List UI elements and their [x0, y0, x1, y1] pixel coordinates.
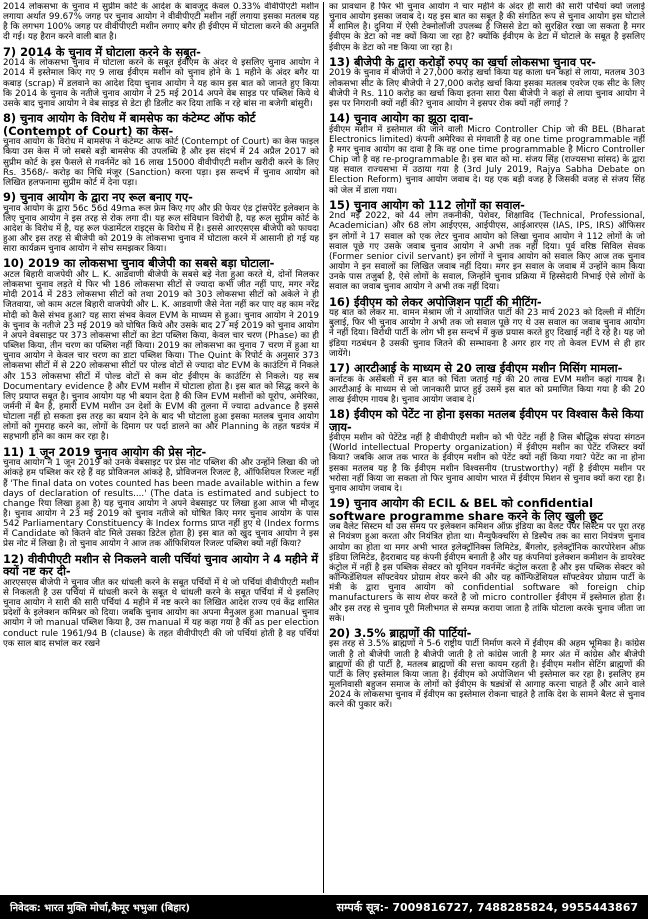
- section-heading: 8) चुनाव आयोग के विरोध में बामसेफ का कंटेम्प्ट ऑफ कोर्ट (Contempt of Court) का केस-: [3, 111, 256, 138]
- column-divider: [323, 2, 324, 893]
- section-heading: 17) आरटीआई के माध्यम से 20 लाख ईवीएम मशीन मिसिंग मामला-: [329, 360, 623, 375]
- body-text: 2014 के लोकसभा चुनाव में घोटाला करने के सबूत ईवीएम के अंदर थे इसलिए चुनाव आयोग ने 2014 में इस्तेमाल किए गए 9 लाख ईवीएम मशीन को चुनाव होने के 1 महीने के अंदर बगैर या कबाड़ (scrap) में डलवाने का आदेश दिया चुनाव आयोग ने यह काम इस बात को जानते हुए किया कि 2014 के चुनाव के नतीजे चुनाव आयोग ने 25 मई 2014 अपने वेब साइड पर पब्लिश किये थे उसके बाद चुनाव आयोग ने वेब साइड से डेटा ही डिलीट कर दिया ताकि न रहे बांस ना बजेगी बांसुरी।: [3, 58, 319, 109]
- footer-bar: [0, 895, 648, 919]
- point-9: [3, 191, 319, 254]
- body-text: ईवीएम मशीन को पेटेंटेड नहीं है वीवीपीएटी मशीन को भी पेटेंट नहीं है जिस बौद्धिक संपदा संगठन (World intellectual Property organization) में ईवीएम मशीन का पेटेंट रजिस्टर क्यों किया? जबकि आज तक भारत के ईवीएम मशीन को पेटेंट क्यों नहीं किया गया? पेटेंट का ना होना इसका मतलब यह है कि ईवीएम मशीन विश्वसनीय (trustworthy) नहीं है ईवीएम मशीन पर भरोसा नहीं किया जा सकता तो फिर चुनाव आयोग भारत में ईवीएम मिशन से चुनाव क्यों करा रहा है। चुनाव आयोग जवाब दे।: [329, 433, 645, 494]
- body-text: का प्रावधान है फिर भी चुनाव आयोग ने चार महीने के अंदर ही सारी की सारी पर्चियां क्यों जलाई चुनाव आयोग इसका जवाब दे। यह इस बात का सबूत है की संगठित रूप से चुनाव आयोग इस घोटाले में शामिल है। दुनिया में ऐसी टेक्नोलॉजी उपलब्ध है जिससे डेटा को सुरक्षित रखा जा सकता है मगर ईवीएम के डेटा को नष्ट क्यों किया जा रहा है? क्योंकि ईवीएम के डेटा में घोटाले के सबूत है इसलिए ईवीएम के डेटा को नष्ट किया जा रहा है।: [329, 2, 645, 53]
- point-13: [329, 56, 645, 109]
- section-heading: 19) चुनाव आयोग की ECIL & BEL को confidential software programme share करने के लिए खुली छूट: [329, 496, 603, 523]
- body-text: ईवीएम मशीन में इस्तेमाल की जाने वाली Micro Controller Chip जो की BEL (Bharat Electronics limited) कंपनी अमेरिका से मंगवाती है वह one time programmable नहीं है मगर चुनाव आयोग का दावा है कि वह one time programmable है Micro Controller Chip जो है वह re-programmable है। इस बात को मा. संजय सिंह (राज्यसभा सांसद) के द्वारा यह सवाल राज्यसभा में उठाया गया है (3rd July 2019, Rajya Sabha Debate on Election Reform) चुनाव आयोग जवाब दे। यह एक बड़ी वजह है जिसकी वजह से संजय सिंह को जेल में डाला गया।: [329, 124, 645, 196]
- point-14: [329, 112, 645, 196]
- section-heading: 15) चुनाव आयोग को 112 लोगों का सवाल-: [329, 197, 525, 212]
- left-column: [3, 2, 319, 893]
- point-15: [329, 199, 645, 293]
- point-12-continuation: [329, 2, 645, 53]
- section-heading: 13) बीजेपी के द्वारा करोड़ों रुपए का खर्चा लोकसभा चुनाव पर-: [329, 54, 596, 69]
- point-8: [3, 112, 319, 188]
- point-12: [3, 553, 319, 649]
- point-10: [3, 257, 319, 442]
- section-heading: 14) चुनाव आयोग का झूठा दावा-: [329, 111, 474, 125]
- body-text: चुनाव आयोग के विरोध में बामसेफ ने कंटेम्प्ट आफ कोर्ट (Contempt of Court) का केस फाइल किया उस केस में जो सबसे बड़ी बामसेफ की उपलब्धि है और इस संदर्भ में 24 अप्रैल 2017 को सुप्रीम कोर्ट के इस फैसले से गवर्नमेंट को 16 लाख 15000 वीवीपीएटी मशीन खरीदी करने के लिए Rs. 3568/- करोड़ का निधि मंजूर (Sanction) करना पड़ा। इस सन्दर्भ में चुनाव आयोग को लिखित हलफनामा सुप्रीम कोर्ट में देना पड़ा।: [3, 137, 319, 188]
- body-text: 2nd मई 2022, को 44 लोग तकनीकी, पेशेवर, शिक्षाविद (Technical, Professional, Academician) और 68 लोग आईएएस, आईपीएस, आईआरएस (IAS, IPS, IRS) ऑफिसर इन लोगों ने 17 सवाल को एक लेटर चुनाव आयोग को लिखा चुनाव आयोग ने 112 लोगों के जो सवाल पूछे गए उसके जवाब चुनाव आयोग ने अभी तक नहीं दिया। पूर्व वरिष्ठ सिविल सेवक (Former senior civil servant) इन लोगों ने चुनाव आयोग को सवाल किए आज तक चुनाव आयोग ने इन सवालों का लिखित जवाब नहीं दिया। मगर इन सवाल के जवाब में उन्होंने काम किया उनके पास तजुर्बा है, ऐसे लोगों के सवाल, जिन्होंने चुनाव प्रक्रिया में हिस्सेदारी निभाई ऐसे लोगों के सवाल का जवाब चुनाव आयोग ने अभी तक नहीं दिया।: [329, 211, 645, 293]
- point-17: [329, 362, 645, 405]
- section-heading: 16) ईवीएम को लेकर अपोजिशन पार्टी की मीटिंग-: [329, 294, 542, 309]
- section-heading: 11) 1 जून 2019 चुनाव आयोग की प्रेस नोट-: [3, 444, 207, 459]
- point-6-continuation: [3, 2, 319, 43]
- section-heading: 9) चुनाव आयोग के द्वारा नए रूल बनाए गए-: [3, 189, 193, 204]
- body-text: अटल बिहारी वाजपेयी और L. K. आडवाणी बीजेपी के सबसे बड़े नेता हुआ करते थे, दोनों मिलकर लोकसभा चुनाव लड़ते थे फिर भी 186 लोकसभा सीटों से ज्यादा कभी जीत नहीं पाए, मगर नरेंद्र मोदी 2014 में 283 लोकसभा सीटों को तथा 2019 को 303 लोकसभा सीटों को अकेले ने ही जितवाया, जो काम अटल बिहारी वाजपेयी और L. K. आडवाणी जैसे नेता नहीं कर पाए वह काम नरेंद्र मोदी को कैसे संभव हुआ? यह सारा संभव केवल EVM के माध्यम से हुआ। चुनाव आयोग ने 2019 के चुनाव के नतीजे 23 मई 2019 को घोषित किये और उसके बाद 27 मई 2019 को चुनाव आयोग ने अपने वेबसाइट पर 373 लोकसभा सीटों का डेटा पब्लिश किया, केवल चार चरण (Phase) का ही पब्लिश किया, तीन चरण का पब्लिश नहीं किया। 2019 का लोकसभा का चुनाव 7 चरण में हुआ था चुनाव आयोग ने केवल चार चरण का डाटा पब्लिश किया। The Quint के रिपोर्ट के अनुसार 373 लोकसभा सीटों में से 220 लोकसभा सीटों पर पोल्ड वोटों से ज्यादा वोट EVM के काउंटिंग में निकले और 153 लोकसभा सीटों में पोल्ड वोटों से कम वोट ईवीएम के काउंटिंग से निकले। यह सब Documentary evidence है और EVM मशीन में घोटाला होता है। इस बात को सिद्ध करने के लिए प्रयाप्त सबूत है। चुनाव आयोग यह भी बयान देता है की जिन EVM मशीनों को यूरोप, अमेरिका, जर्मनी में बैन है, हमारी EVM मशीन उन देशों के EVM की तुलना में ज्यादा advance है इससे घोटाला नहीं हो सकता इस तरह का बयान देने के बाद भी घोटाला हुआ इसका मतलब चुनाव आयोग लोगों को गुमराह करने का, लोगों के दिमाग पर पर्दा डालने का और Planning के तहत षडयंत्र में सहभागी होने का काम कर रहा है।: [3, 269, 319, 443]
- body-text: 2019 के चुनाव में बीजेपी ने 27,000 करोड़ खर्चा किया यह काला धन कहां से लाया, मतलब 303 लोकसभा सीट के लिए बीजेपी ने 27,000 करोड़ खर्चा किया इसका मतलब एवरेज एक सीट के लिए बीजेपी ने Rs. 110 करोड़ का खर्चा किया इतना सारा पैसा बीजेपी ने कहां से लाया चुनाव आयोग ने इस पर निगरानी क्यों नहीं की? चुनाव आयोग ने इसपर रोक क्यों नहीं लगाई ?: [329, 68, 645, 109]
- body-text: यह बात को लेकर मा. वामन मेश्राम जी ने आयोजित पार्टी की 23 मार्च 2023 को दिल्ली में मीटिंग बुलाई, फिर भी चुनाव आयोग ने अभी तक जो सवाल पूछे गए थे उस सवाल का जवाब चुनाव आयोग ने नहीं दिया। विरोधी पार्टी के लोग भी इस सन्दर्भ में कुछ प्रयास करते हुए दिखाई नहीं दे रहे है। यह जो इंडिया गठबंधन है उसकी चुनाव जितने की सम्भावना है अगर हार गए तो केवल EVM से ही हार जायेंगे।: [329, 308, 645, 359]
- point-18: [329, 408, 645, 494]
- body-text: इस तरह से 3.5% ब्राह्मणों ने 5-6 राष्ट्रीय पार्टी निर्माण करने में ईवीएम की अहम भूमिका है। कांग्रेस जाती है तो बीजेपी जाती है बीजेपी जाती है तो कांग्रेस जाती है मगर अंत में कांग्रेस और बीजेपी ब्राह्मणों की ही पार्टी है, मतलब ब्राह्मणों की सत्ता कायम रहती है। ईवीएम मशीन सेटिंग ब्राह्मणों की पार्टी के लिए इस्तेमाल किया जाता है। ईवीएम को अपोजिशन भी इस्तेमाल कर रहा है। इसलिए हम मूलनिवासी बहुजन समाज के लोगों को ईवीएम के षड्यंत्रों से आगाह करना चाहते हैं और आने वाले 2024 के लोकसभा चुनाव में ईवीएम का इस्तेमाल रोकना चाहते है ताकि देश के सामने बैलट से चुनाव करने की पुकार करें।: [329, 639, 645, 711]
- point-16: [329, 296, 645, 359]
- body-text: जब वैलेट सिस्टम था उस समय पर इलेक्शन कमिशन ऑफ़ इंडिया का वैलट पेपर सिस्टम पर पूरा तरह से नियंत्रण हुआ करता और नियंत्रित होता था। मैन्युफैक्चरिंग से डिस्पैच तक का सारा नियंत्रण चुनाव आयोग का होता था मगर अभी भारत इलेक्ट्रॉनिक्स लिमिटेड, बैंगलोर, इलेक्ट्रॉनिक कारपोरेशन ऑफ़ इंडिया लिमिटेड, हैदराबाद यह कंपनी ईवीएम बनाती है और यह कंपनियां इलेक्शन कमीशन के डायरेक्ट कंट्रोल में नहीं है इस पब्लिक सेक्टर को यूनियन गवर्नमेंट कंट्रोल करता है और इस पब्लिक सेक्टर को कॉन्फिडेंशियल सॉफ्टवेयर प्रोग्राम शेयर करने की और यह कॉन्फिडेंशियल सॉफ्टवेयर प्रोग्राम पार्टी के मंत्री के द्वारा चुनाव आयोग को confidential software को foreign chip manufacturers के साथ शेयर करते है जो micro controller ईवीएम में इस्तेमाल होता है। और इस तरह से चुनाव पूरी मिलीभगत से सम्पन्न कराया जाता है तांकि घोटाला करके चुनाव जीता जा सके।: [329, 522, 645, 624]
- point-19: [329, 497, 645, 624]
- right-column: [329, 2, 645, 893]
- point-11: [3, 446, 319, 550]
- footer-contact: सम्पर्क सूत्र:- 7009816727, 7488285824, 9955443867: [336, 900, 638, 914]
- section-heading: 12) वीवीपीएटी मशीन से निकलने वाली पर्चियां चुनाव आयोग ने 4 महीने में क्यों नष्ट कर दी-: [3, 551, 319, 579]
- body-text: आरएसएस बीजेपी ने चुनाव जीत कर धांधली करने के सबूत पर्चियों में थे जो पर्चियां वीवीपीएटी मशीन से निकलती है उस पर्चियां में धांधली करने के सबूत थे धांधली करने के सबूत पर्चियां में थे इसलिए चुनाव आयोग ने सारी की सारी पर्चियां 4 महीने में नष्ट करने का लिखित आदेश राज्य एवं केंद्र शासित प्रदेशों के इलेक्शन कमिश्नर को दिया। जबकि चुनाव आयोग का अपना मैनुअल हुआ manual चुनाव आयोग ने जो manual पब्लिश किया है, उस manual में यह कहा गया है की as per election conduct rule 1961/94 B (clause) के तहत वीवीपीएटी की जो पर्चियां होती है वह पर्चियां एक साल बाद सभांल कर रखने: [3, 577, 319, 649]
- point-7: [3, 46, 319, 109]
- section-heading: 7) 2014 के चुनाव में घोटाला करने के सबूत-: [3, 44, 201, 59]
- body-text: चुनाव आयोग ने 1 जून 2019 को उनके वेबसाइट पर प्रेस नोट पब्लिश की और उन्होंने लिखा की जो आंकड़े हम पब्लिश कर रहे हैं वह प्रोविजनल आंकड़े है, प्रोविजनल रिजल्ट है, ऑफिशियल रिजल्ट नहीं हैं 'The final data on votes counted has been made available within a few days of declaration of results....' (The data is estimated and subject to change रिया लिखा हुआ है) यह चुनाव आयोग ने अपने वेबसाइट पर लिखा हुआ आज भी मौजूद है। चुनाव आयोग ने 23 मई 2019 को चुनाव नतीजे को घोषित किए मगर चुनाव आयोग के पास 542 Parliamentary Constituency के Index forms प्राप्त नहीं हुए थे (Index forms में Candidate को कितने वोट मिले उसका डिटेल होता है) इस बात को खुद चुनाव आयोग ने इस प्रेस नोट में लिखा है। तो चुनाव आयोग ने आज तक ऑफिशियल रिजल्ट पब्लिश क्यों नहीं किया?: [3, 458, 319, 550]
- point-20: [329, 627, 645, 711]
- section-heading: 10) 2019 का लोकसभा चुनाव बीजेपी का सबसे बड़ा घोटाला-: [3, 256, 275, 271]
- section-heading: 18) ईवीएम को पेटेंट ना होना इसका मतलब ईवीएम पर विश्वास कैसे किया जाय-: [329, 406, 644, 434]
- body-text: कर्नाटक के असेंबली में इस बात को चिंता जताई गई की 20 लाख EVM मशीन कहां गायब है। आरटीआई के माध्यम से जो जानकारी प्राप्त हुई उसमें इस बात को प्रमाणित किया गया है की 20 लाख ईवीएम गायब है। चुनाव आयोग जवाब दे।: [329, 374, 645, 405]
- body-text: 2014 लोकसभा के चुनाव में सुप्रीम कोर्ट के आदेश के बावजूद केवल 0.33% वीवीपीएटी मशीन लगाया अर्थात 99.67% जगह पर चुनाव आयोग ने वीवीपीएटी मशीन नहीं लगाया इसका मतलब यह है कि लगभग 100% जगह पर वीवीपीएटी मशीन लगाए बगैर ही ईवीएम में घोटाला करने की अनुमति दी गई। यह हैरान करने वाली बात है।: [3, 2, 319, 43]
- footer-organizer: निवेदक: भारत मुक्ति मोर्चा,कैमूर भभुआ (बिहार): [10, 903, 190, 914]
- section-heading: 20) 3.5% ब्राह्मणों की पार्टियां-: [329, 625, 472, 640]
- body-text: चुनाव आयोग के द्वारा 56c 56d 49ma रूल फ्रेम किए गए और फ्री फेयर एंड ट्रांसपेरेंट इलेक्शन के लिए चुनाव आयोग ने इस तरह से रोक लगा दी। यह रूल संविधान विरोधी है, यह रूल सुप्रीम कोर्ट के आदेश के विरोध में है, यह रूल फंडामेंटल राइट्स के विरोध में है। इससे आरएसएस बीजेपी को फायदा हुआ और इस तरह से बीजेपी को 2019 के लोकसभा चुनाव में घोटाला करने में आसानी हो गई यह सारा कार्यक्रम चुनाव आयोग ने सोच समझकर किया।: [3, 203, 319, 255]
